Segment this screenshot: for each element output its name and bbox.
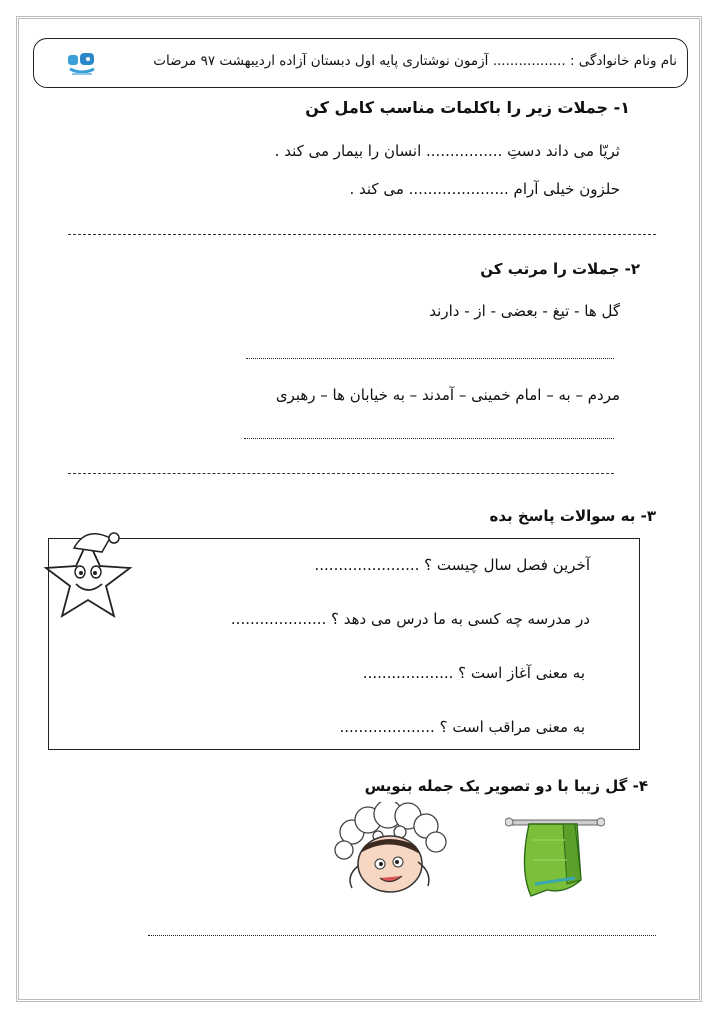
- q3-item-1: آخرین فصل سال چیست ؟ ......................: [314, 556, 590, 574]
- towel-on-rack-icon: [505, 810, 605, 900]
- q3-item-3: به معنی آغاز است ؟ ...................: [362, 664, 585, 682]
- q3-item-2: در مدرسه چه کسی به ما درس می دهد ؟ ....................: [230, 610, 590, 628]
- header-box: [33, 38, 688, 88]
- separator-2: [68, 473, 614, 474]
- header-title: نام ونام خانوادگی : ................. آزمون نوشتاری پایه اول دبستان آزاده اردیبهشت ۹۷ مرضات: [153, 53, 677, 69]
- separator-1: [68, 234, 656, 235]
- q4-title: ۴- گل زیبا با دو تصویر یک جمله بنویس: [364, 777, 648, 795]
- q4-answer-line[interactable]: [148, 935, 656, 936]
- star-character-icon: [40, 522, 136, 622]
- q3-title: ٣- به سوالات پاسخ بده: [489, 507, 656, 525]
- q2-answer-line-2[interactable]: [244, 438, 614, 439]
- q1-line2: حلزون خیلی آرام ..................... می کند .: [349, 180, 620, 198]
- q1-title: ١- جملات زیر را باکلمات مناسب کامل کن: [305, 98, 630, 117]
- school-logo-icon: [66, 49, 98, 79]
- q2-words1: گل ها - تیغ - بعضی - از - دارند: [429, 302, 620, 320]
- q2-words2: مردم – به – امام خمینی – آمدند – به خیابان ها – رهبری: [275, 386, 620, 404]
- q2-title: ٢- جملات را مرتب کن: [480, 260, 640, 278]
- q1-line1: ثریّا می داند دستِ ................ انسان را بیمار می کند .: [274, 142, 620, 160]
- q2-answer-line-1[interactable]: [246, 358, 614, 359]
- boy-washing-hair-icon: [332, 802, 450, 902]
- q3-item-4: به معنی مراقب است ؟ ....................: [339, 718, 585, 736]
